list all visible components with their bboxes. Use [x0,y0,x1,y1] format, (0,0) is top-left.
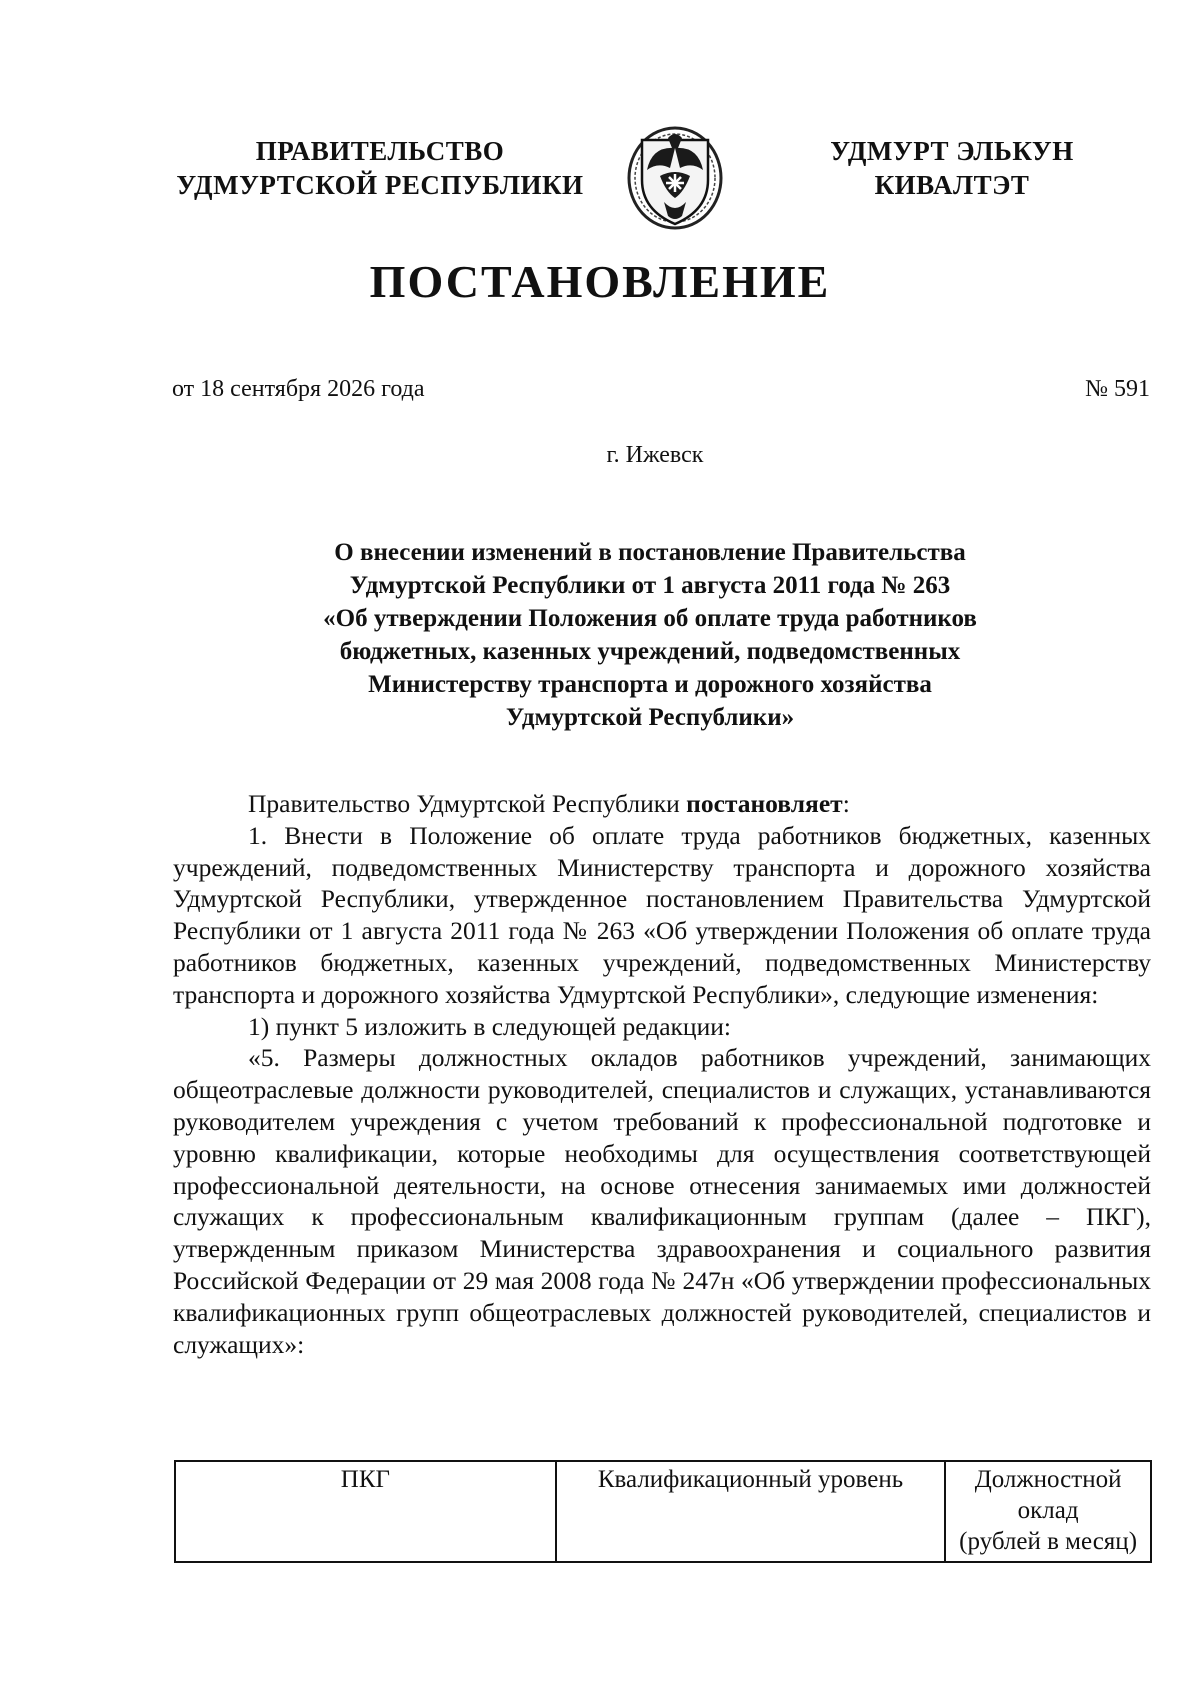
paragraph-3: «5. Размеры должностных окладов работников учреждений, занимающих общеотраслевые должности руководителей, специалистов и служащих, устанавливаются руководителем учреждения с учетом требований к профессиональной подготовке и уровню квалификации, которые необходимы для осуществления соответствующей профессиональной деятельности, на основе отнесения занимаемых ими должностей служащих к профессиональным квалификационным группам (далее – ПКГ), утвержденным приказом Министерства здравоохранения и социального развития Российской Федерации от 29 мая 2008 года № 247н «Об утверждении профессиональных квалификационных групп общеотраслевых должностей руководителей, специалистов и служащих»: [173,1043,1151,1359]
intro-end: : [842,789,850,818]
government-name-line1: ПРАВИТЕЛЬСТВО [255,136,505,166]
salary-header-line1: Должностной [974,1466,1122,1493]
document-date: от 18 сентября 2026 года [172,376,425,402]
government-name-udmurt-line2: КИВАЛТЭТ [874,170,1030,200]
title-line: Министерству транспорта и дорожного хозяйства [368,671,932,698]
intro-verb: постановляет [686,789,843,818]
document-body [173,788,1151,1360]
paragraph-2: 1) пункт 5 изложить в следующей редакции: [248,1011,731,1041]
salary-header-line3: (рублей в месяц) [959,1528,1138,1555]
intro-text: Правительство Удмуртской Республики [248,789,687,818]
title-line: «Об утверждении Положения об оплате труда работников [323,605,977,632]
title-line: бюджетных, казенных учреждений, подведомственных [339,638,961,665]
government-name-udmurt [812,134,1092,202]
intro-paragraph [173,788,1151,820]
column-header-pkg: ПКГ [175,1461,556,1562]
paragraph-1: 1. Внести в Положение об оплате труда работников бюджетных, казенных учреждений, подведомственных Министерству транспорта и дорожного хозяйства Удмуртской Республики, утвержденное постановлением Правительства Удмуртской Республики от 1 августа 2011 года № 263 «Об утверждении Положения об оплате труда работников бюджетных, казенных учреждений, подведомственных Министерству транспорта и дорожного хозяйства Удмуртской Республики», следующие изменения: [173,820,1151,1009]
document-city: г. Ижевск [606,442,704,468]
salary-table [174,1460,1152,1563]
table-header-row [175,1461,1151,1562]
title-line: Удмуртской Республики» [505,704,795,731]
udmurt-coat-of-arms-icon [620,118,730,234]
salary-header-line2: оклад [1017,1497,1079,1524]
document-title [200,536,1100,734]
government-name-russian [160,134,600,202]
government-name-line2: УДМУРТСКОЙ РЕСПУБЛИКИ [176,170,584,200]
document-type: ПОСТАНОВЛЕНИЕ [369,256,831,307]
document-number: № 591 [1085,376,1150,402]
column-header-salary [945,1461,1151,1562]
title-line: Удмуртской Республики от 1 августа 2011 года № 263 [349,572,951,599]
title-line: О внесении изменений в постановление Правительства [334,539,966,566]
column-header-qualification-level: Квалификационный уровень [556,1461,945,1562]
government-name-udmurt-line1: УДМУРТ ЭЛЬКУН [830,136,1074,166]
